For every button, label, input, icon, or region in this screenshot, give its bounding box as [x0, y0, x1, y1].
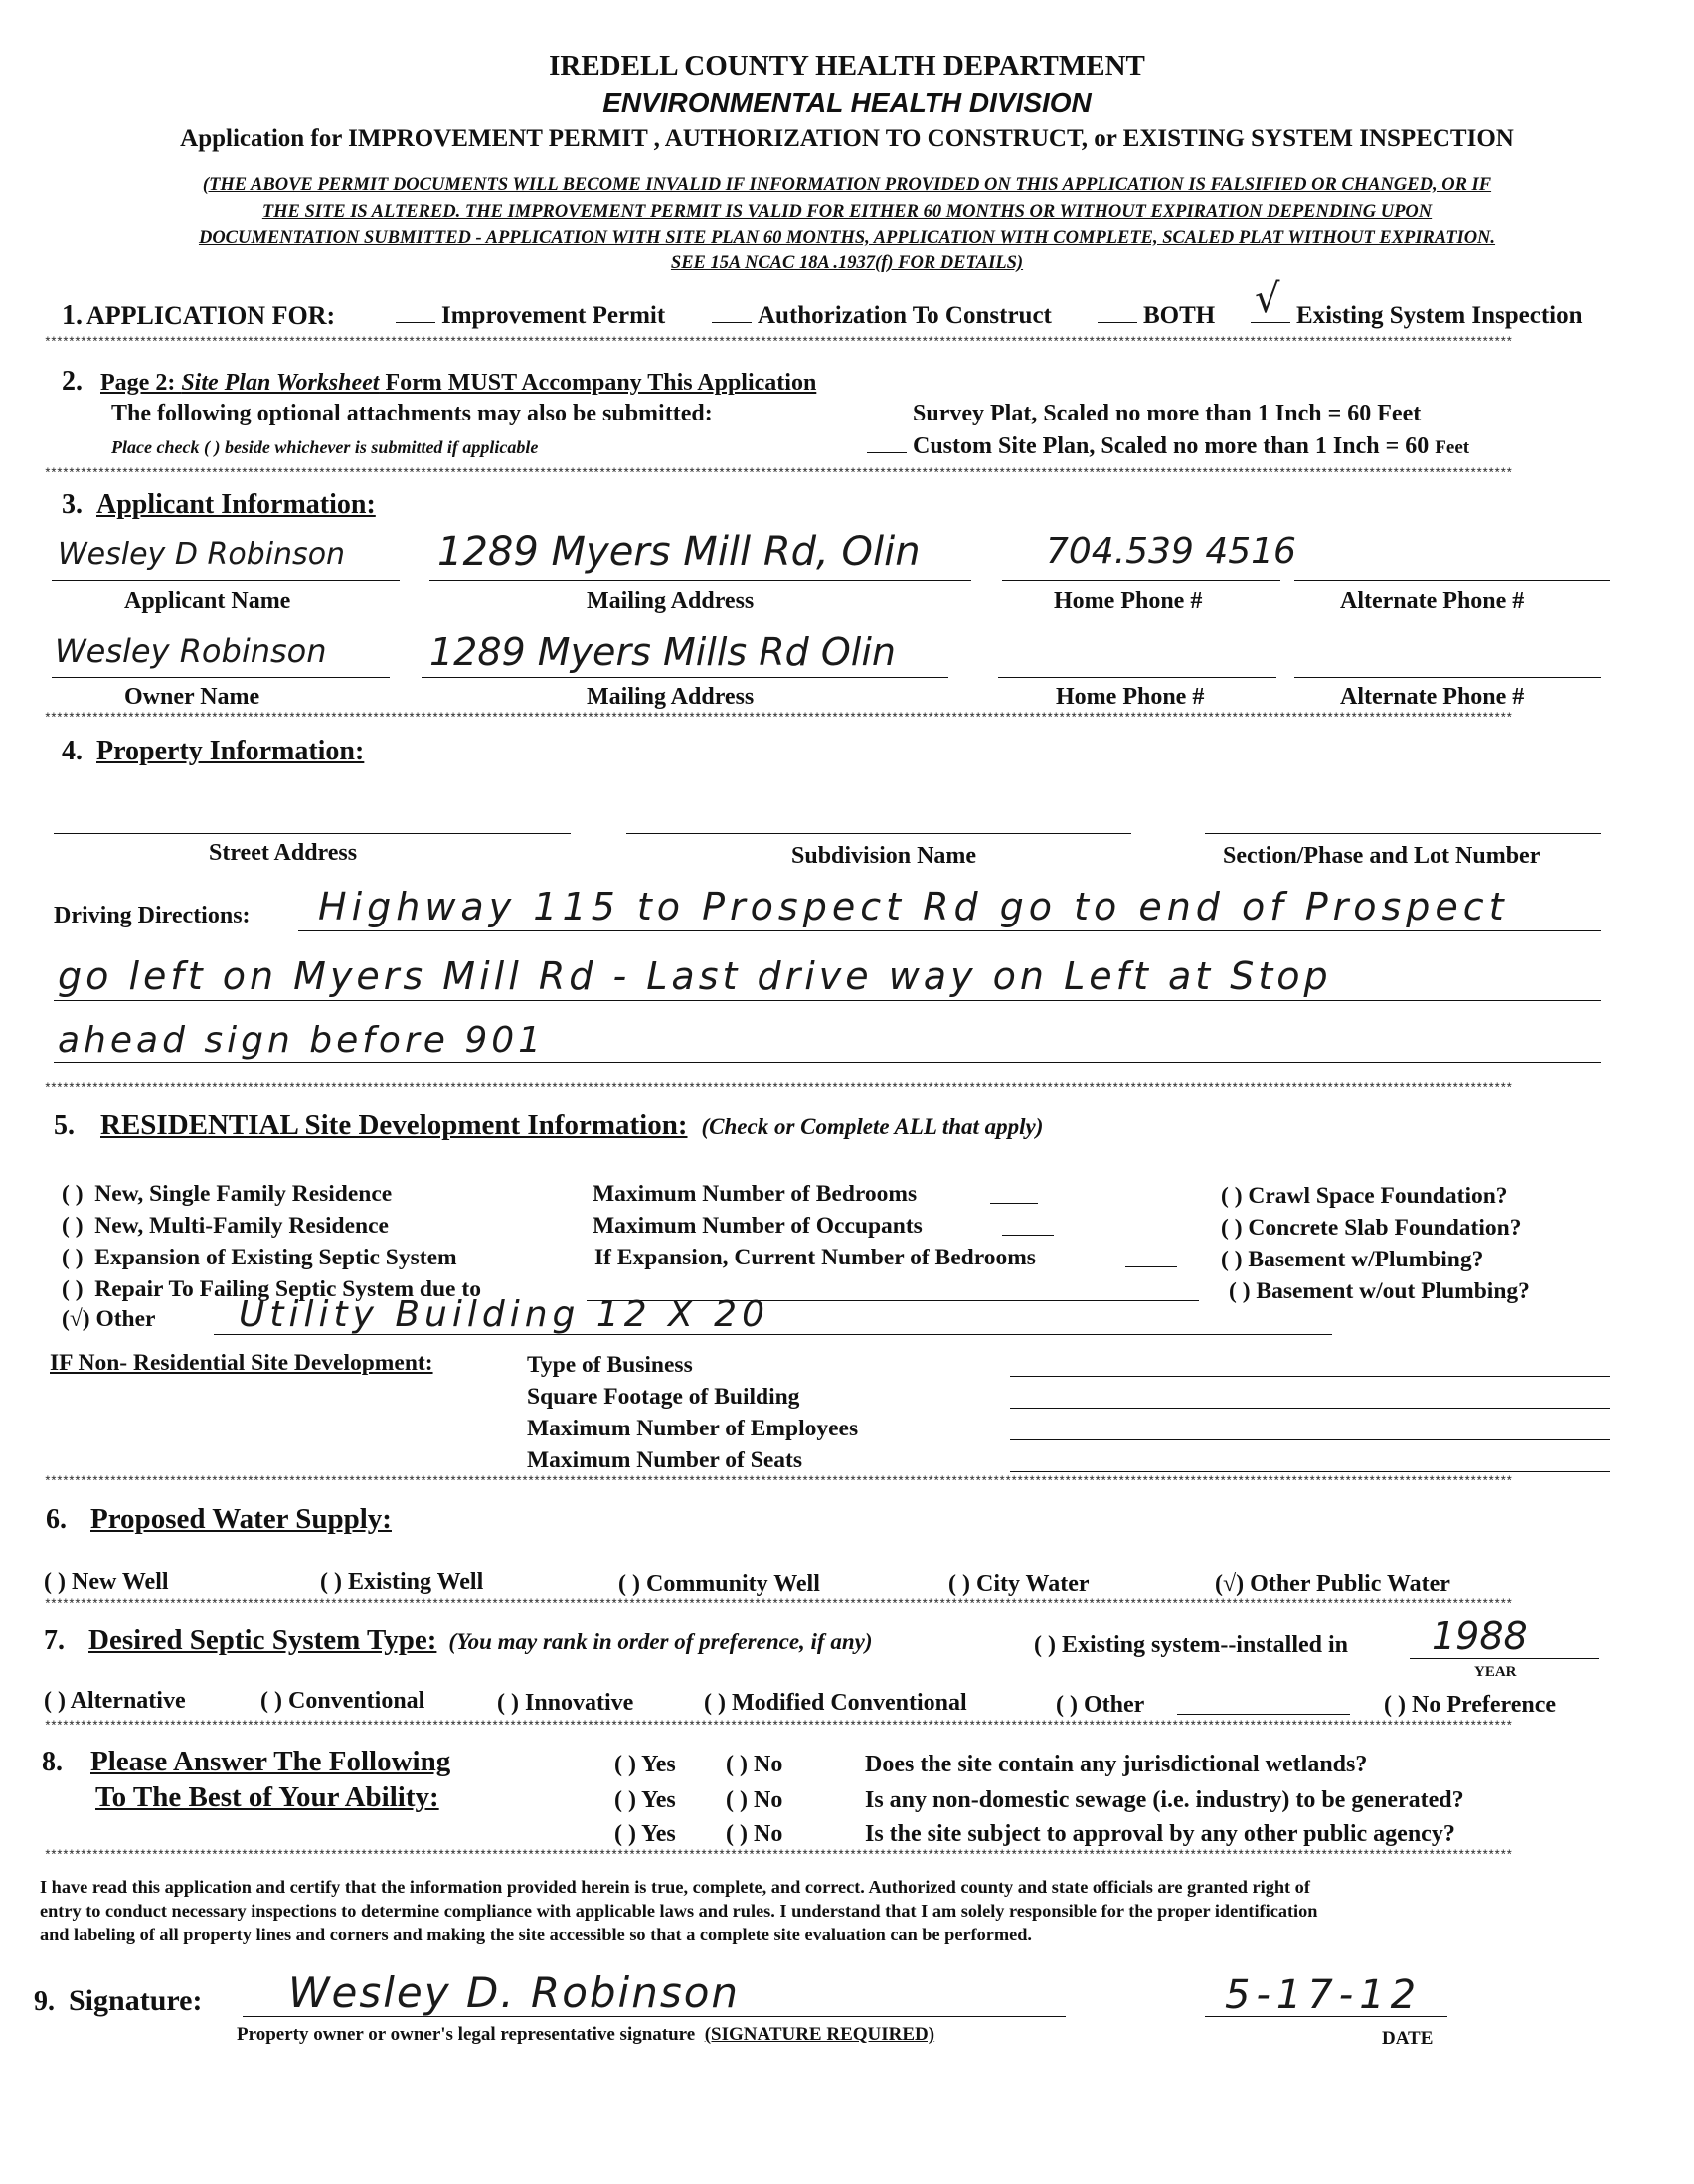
survey-plat-option[interactable]: Survey Plat, Scaled no more than 1 Inch = 60 Feet: [861, 401, 1421, 427]
q2-yes[interactable]: ( ) Yes: [614, 1787, 676, 1813]
applicant-home-phone-field[interactable]: 704.539 4516: [1046, 531, 1296, 572]
q3-text: Is the site subject to approval by any other public agency?: [865, 1821, 1455, 1847]
res-other-value[interactable]: Utility Building 12 X 20: [239, 1294, 769, 1335]
section8-title: 8. Please Answer The Following: [42, 1746, 451, 1777]
crawl-space-option[interactable]: ( ) Crawl Space Foundation?: [1221, 1183, 1508, 1209]
custom-site-plan-option[interactable]: Custom Site Plan, Scaled no more than 1 Inch = 60 Feet: [861, 433, 1469, 460]
q1-yes[interactable]: ( ) Yes: [614, 1752, 676, 1777]
owner-home-phone-line: [998, 677, 1276, 678]
res-option-repair[interactable]: ( ) Repair To Failing Septic System due to: [62, 1276, 481, 1302]
authorization-checkbox[interactable]: [712, 321, 752, 323]
section1-label: APPLICATION FOR:: [86, 301, 336, 330]
res-other-checkbox[interactable]: (√): [62, 1306, 90, 1332]
res-multi-checkbox[interactable]: ( ): [62, 1213, 84, 1239]
q1-no[interactable]: ( ) No: [726, 1752, 783, 1777]
conventional-option[interactable]: ( ) Conventional: [260, 1688, 425, 1714]
new-well-option[interactable]: ( ) New Well: [44, 1569, 169, 1595]
section1-number: 1.: [62, 300, 83, 331]
res-option-multi[interactable]: ( ) New, Multi-Family Residence: [62, 1213, 389, 1239]
improvement-permit-option[interactable]: Improvement Permit: [390, 302, 665, 330]
basement-no-plumbing-option[interactable]: ( ) Basement w/out Plumbing?: [1229, 1278, 1530, 1304]
section2-title: 2. Page 2: Site Plan Worksheet Form MUST Accompany This Application: [62, 366, 817, 397]
city-water-option[interactable]: ( ) City Water: [948, 1571, 1090, 1596]
existing-well-option[interactable]: ( ) Existing Well: [320, 1569, 484, 1595]
improvement-permit-checkbox[interactable]: [396, 321, 435, 323]
alternative-option[interactable]: ( ) Alternative: [44, 1688, 186, 1714]
max-employees-line[interactable]: [1010, 1439, 1610, 1440]
divider-3: ******************************************************************************************************************************************************************************************************************************************************: [44, 712, 1512, 725]
no-preference-option[interactable]: ( ) No Preference: [1384, 1692, 1557, 1718]
res-option-expansion[interactable]: ( ) Expansion of Existing Septic System: [62, 1245, 457, 1270]
section-lot-label: Section/Phase and Lot Number: [1223, 843, 1541, 869]
max-bedrooms-label: Maximum Number of Bedrooms: [593, 1181, 918, 1207]
divider-7: ******************************************************************************************************************************************************************************************************************************************************: [44, 1720, 1512, 1733]
res-option-other[interactable]: (√) Other: [62, 1306, 156, 1332]
divider-1: ******************************************************************************************************************************************************************************************************************************************************: [44, 336, 1512, 349]
other-septic-option[interactable]: ( ) Other: [1056, 1692, 1145, 1718]
non-residential-label: IF Non- Residential Site Development:: [50, 1350, 433, 1376]
notice-line-1: (THE ABOVE PERMIT DOCUMENTS WILL BECOME INVALID IF INFORMATION PROVIDED ON THIS APPLICATION IS FALSIFIED OR CHANGED, OR IF: [202, 175, 1492, 195]
other-public-water-option[interactable]: (√) Other Public Water: [1215, 1571, 1450, 1596]
date-line: [1205, 2016, 1447, 2017]
q3-yes[interactable]: ( ) Yes: [614, 1821, 676, 1847]
existing-system-checkbox[interactable]: [1251, 321, 1290, 323]
res-repair-checkbox[interactable]: ( ): [62, 1276, 84, 1302]
authorization-option[interactable]: Authorization To Construct: [706, 302, 1052, 330]
certification-line-2: entry to conduct necessary inspections to determine compliance with applicable laws and rules. I understand that I am solely responsible for the proper identification: [40, 1901, 1318, 1921]
section6-title: 6. Proposed Water Supply:: [46, 1503, 392, 1535]
q3-no[interactable]: ( ) No: [726, 1821, 783, 1847]
current-bedrooms-line[interactable]: [1125, 1266, 1177, 1267]
existing-system-option[interactable]: Existing System Inspection: [1245, 302, 1583, 330]
max-employees-label: Maximum Number of Employees: [527, 1416, 859, 1441]
section8-title-2: To The Best of Your Ability:: [95, 1781, 439, 1813]
directions-underline-3: [54, 1062, 1601, 1063]
section5-title: 5. RESIDENTIAL Site Development Information: (Check or Complete ALL that apply): [54, 1109, 1044, 1141]
application-title: Application for IMPROVEMENT PERMIT , AUTHORIZATION TO CONSTRUCT, or EXISTING SYSTEM INSPECTION: [180, 125, 1514, 152]
res-single-checkbox[interactable]: ( ): [62, 1181, 84, 1207]
max-occupants-label: Maximum Number of Occupants: [593, 1213, 923, 1239]
applicant-alt-phone-line: [1294, 580, 1610, 581]
divider-6: ******************************************************************************************************************************************************************************************************************************************************: [44, 1598, 1512, 1611]
divider-2: ******************************************************************************************************************************************************************************************************************************************************: [44, 467, 1512, 480]
owner-name-line: [52, 677, 390, 678]
max-occupants-line[interactable]: [1002, 1235, 1054, 1236]
street-address-line[interactable]: [54, 833, 571, 834]
mailing-address-label: Mailing Address: [587, 588, 755, 614]
modified-conventional-option[interactable]: ( ) Modified Conventional: [704, 1690, 967, 1716]
subdivision-line[interactable]: [626, 833, 1131, 834]
applicant-address-field[interactable]: 1289 Myers Mill Rd, Olin: [437, 529, 921, 575]
res-option-single[interactable]: ( ) New, Single Family Residence: [62, 1181, 393, 1207]
type-business-line[interactable]: [1010, 1376, 1610, 1377]
directions-underline-1: [298, 930, 1601, 931]
optional-attachments-text: The following optional attachments may also be submitted:: [111, 401, 713, 426]
installed-year-line: [1410, 1658, 1599, 1659]
owner-mailing-label: Mailing Address: [587, 684, 755, 710]
section7-title: 7. Desired Septic System Type: (You may rank in order of preference, if any): [44, 1624, 873, 1656]
date-field[interactable]: 5-17-12: [1225, 1972, 1423, 2018]
survey-plat-checkbox[interactable]: [867, 419, 907, 420]
directions-line-2[interactable]: go left on Myers Mill Rd - Last drive way on Left at Stop: [58, 954, 1332, 998]
certification-line-1: I have read this application and certify that the information provided herein is true, complete, and correct. Authorized county and state officials are granted right of: [40, 1877, 1310, 1897]
certification-line-3: and labeling of all property lines and corners and making the site accessible so that a complete site evaluation can be performed.: [40, 1925, 1032, 1944]
agency-title: IREDELL COUNTY HEALTH DEPARTMENT: [549, 50, 1145, 82]
divider-5: ******************************************************************************************************************************************************************************************************************************************************: [44, 1475, 1512, 1488]
owner-name-label: Owner Name: [124, 684, 260, 710]
signature-row-label: 9. Signature:: [34, 1984, 203, 2017]
owner-home-phone-label: Home Phone #: [1056, 684, 1205, 710]
max-seats-line[interactable]: [1010, 1471, 1610, 1472]
type-business-label: Type of Business: [527, 1352, 693, 1378]
res-expansion-checkbox[interactable]: ( ): [62, 1245, 84, 1270]
divider-4: ******************************************************************************************************************************************************************************************************************************************************: [44, 1082, 1512, 1094]
notice-line-4: SEE 15A NCAC 18A .1937(f) FOR DETAILS): [670, 253, 1024, 273]
owner-address-line: [422, 677, 948, 678]
square-footage-line[interactable]: [1010, 1408, 1610, 1409]
applicant-address-line: [429, 580, 971, 581]
division-title: ENVIRONMENTAL HEALTH DIVISION: [602, 87, 1092, 118]
owner-address-field[interactable]: 1289 Myers Mills Rd Olin: [429, 630, 896, 674]
applicant-home-phone-line: [1002, 580, 1280, 581]
innovative-option[interactable]: ( ) Innovative: [497, 1690, 634, 1716]
installed-year-field[interactable]: 1988: [1432, 1614, 1528, 1658]
signature-field[interactable]: Wesley D. Robinson: [288, 1968, 741, 2017]
other-septic-line[interactable]: [1177, 1714, 1350, 1715]
owner-name-field[interactable]: Wesley Robinson: [55, 632, 327, 670]
alternate-phone-label: Alternate Phone #: [1340, 588, 1525, 614]
existing-system-installed[interactable]: ( ) Existing system--installed in: [1034, 1632, 1349, 1658]
directions-line-1[interactable]: Highway 115 to Prospect Rd go to end of Prospect: [318, 885, 1509, 928]
res-other-line: [214, 1334, 1332, 1335]
concrete-slab-option[interactable]: ( ) Concrete Slab Foundation?: [1221, 1215, 1522, 1241]
owner-alt-phone-line: [1294, 677, 1601, 678]
notice-line-3: DOCUMENTATION SUBMITTED - APPLICATION WITH SITE PLAN 60 MONTHS, APPLICATION WITH COMPLETE, SCALED PLAT WITHOUT EXPIRATION.: [198, 228, 1496, 248]
custom-site-plan-checkbox[interactable]: [867, 451, 907, 453]
q2-no[interactable]: ( ) No: [726, 1787, 783, 1813]
section1-row: [62, 300, 335, 332]
year-label: YEAR: [1474, 1664, 1517, 1680]
date-label: DATE: [1382, 2028, 1434, 2049]
both-checkbox[interactable]: [1098, 321, 1137, 323]
signature-line: [243, 2016, 1066, 2017]
owner-alt-phone-label: Alternate Phone #: [1340, 684, 1525, 710]
q2-text: Is any non-domestic sewage (i.e. industry) to be generated?: [865, 1787, 1464, 1813]
directions-underline-2: [54, 1000, 1601, 1001]
driving-directions-label: Driving Directions:: [54, 903, 251, 928]
existing-system-checkmark: √: [1255, 276, 1280, 322]
subdivision-label: Subdivision Name: [791, 843, 977, 869]
applicant-name-field[interactable]: Wesley D Robinson: [58, 537, 346, 572]
community-well-option[interactable]: ( ) Community Well: [618, 1571, 820, 1596]
divider-8: ******************************************************************************************************************************************************************************************************************************************************: [44, 1849, 1512, 1862]
square-footage-label: Square Footage of Building: [527, 1384, 800, 1410]
both-option[interactable]: BOTH: [1092, 302, 1215, 330]
q1-text: Does the site contain any jurisdictional wetlands?: [865, 1752, 1368, 1777]
directions-line-3[interactable]: ahead sign before 901: [58, 1020, 546, 1061]
street-address-label: Street Address: [209, 840, 358, 866]
section4-title: 4. Property Information:: [62, 736, 365, 766]
section3-title: 3. Applicant Information:: [62, 489, 376, 520]
max-seats-label: Maximum Number of Seats: [527, 1447, 802, 1473]
signature-caption: Property owner or owner's legal representative signature (SIGNATURE REQUIRED): [237, 2024, 935, 2045]
place-check-note: Place check ( ) beside whichever is submitted if applicable: [111, 437, 539, 457]
applicant-name-label: Applicant Name: [124, 588, 291, 614]
max-bedrooms-line[interactable]: [990, 1203, 1038, 1204]
notice-line-2: THE SITE IS ALTERED. THE IMPROVEMENT PERMIT IS VALID FOR EITHER 60 MONTHS OR WITHOUT EXPIRATION DEPENDING UPON: [261, 202, 1433, 222]
applicant-name-line: [52, 580, 400, 581]
current-bedrooms-label: If Expansion, Current Number of Bedrooms: [594, 1245, 1036, 1270]
home-phone-label: Home Phone #: [1054, 588, 1203, 614]
section-lot-line[interactable]: [1205, 833, 1601, 834]
basement-plumbing-option[interactable]: ( ) Basement w/Plumbing?: [1221, 1247, 1484, 1272]
